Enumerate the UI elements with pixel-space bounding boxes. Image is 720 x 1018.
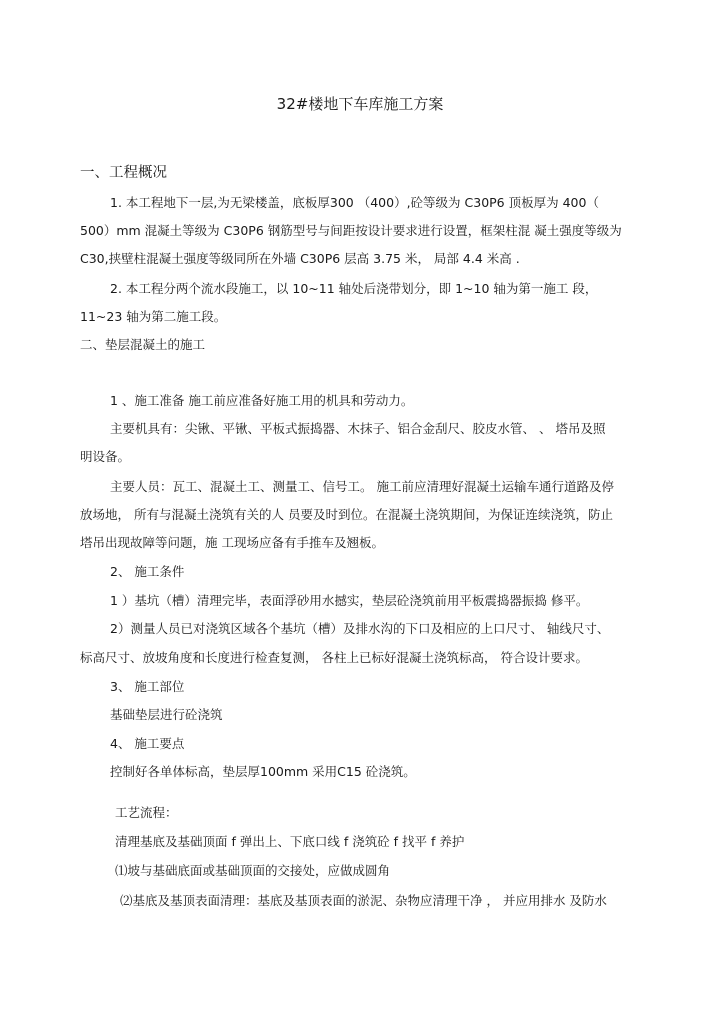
subsection-heading: 2、 施工条件 bbox=[110, 564, 185, 579]
paragraph-line: ⑵基底及基顶表面清理：基底及基顶表面的淤泥、杂物应清理干净 ， 并应用排水 及防水 bbox=[120, 893, 607, 908]
paragraph-line: 主要人员：瓦工、混凝土工、测量工、信号工。 施工前应清理好混凝土运输车通行道路及停 bbox=[110, 479, 614, 494]
subsection-heading: 3、 施工部位 bbox=[110, 679, 185, 694]
paragraph-line: 基础垫层进行砼浇筑 bbox=[110, 707, 223, 722]
paragraph-line: 2. 本工程分两个流水段施工，以 10~11 轴处后浇带划分，即 1~10 轴为第一施工 段， bbox=[110, 281, 598, 296]
paragraph-line: 主要机具有：尖锹、平锹、平板式振捣器、木抹子、铝合金刮尺、胶皮水管、 、 塔吊及照 bbox=[110, 421, 606, 436]
process-flow-heading: 工艺流程： bbox=[115, 805, 178, 820]
paragraph-line: 500）mm 混凝土等级为 C30P6 钢筋型号与间距按设计要求进行设置，框架柱混 凝土强度等级为 bbox=[80, 223, 622, 238]
paragraph-line: 2）测量人员已对浇筑区域各个基坑（槽）及排水沟的下口及相应的上口尺寸、 轴线尺寸、 bbox=[110, 621, 610, 636]
section-heading-overview: 一、工程概况 bbox=[80, 165, 167, 181]
paragraph-line: 11~23 轴为第二施工段。 bbox=[80, 309, 227, 324]
paragraph-line: 放场地， 所有与混凝土浇筑有关的人 员要及时到位。在混凝土浇筑期间，为保证连续浇筑，防止 bbox=[80, 507, 613, 522]
paragraph-line: 清理基底及基础顶面 f 弹出上、下底口线 f 浇筑砼 f 找平 f 养护 bbox=[115, 834, 465, 849]
paragraph-line: 塔吊出现故障等问题，施 工现场应备有手推车及翘板。 bbox=[80, 535, 384, 550]
paragraph-line: 1. 本工程地下一层,为无梁楼盖，底板厚300 （400）,砼等级为 C30P6 顶板厚为 400（ bbox=[110, 195, 599, 210]
subsection-heading: 4、 施工要点 bbox=[110, 736, 185, 751]
paragraph-line: C30,挟壁柱混凝土强度等级同所在外墙 C30P6 层高 3.75 米， 局部 4.4 米高 . bbox=[80, 251, 520, 266]
paragraph-line: 1 、施工准备 施工前应准备好施工用的机具和劳动力。 bbox=[110, 393, 414, 408]
paragraph-line: 1 ）基坑（槽）清理完毕，表面浮砂用水撼实，垫层砼浇筑前用平板震捣器振捣 修平。 bbox=[110, 593, 589, 608]
section-heading-cushion: 二、垫层混凝土的施工 bbox=[80, 337, 206, 352]
paragraph-line: 明设备。 bbox=[80, 449, 131, 464]
paragraph-line: 标高尺寸、放坡角度和长度进行检查复测， 各柱上已标好混凝土浇筑标高， 符合设计要求。 bbox=[80, 650, 588, 665]
paragraph-line: 控制好各单体标高，垫层厚100mm 采用C15 砼浇筑。 bbox=[110, 764, 416, 779]
paragraph-line: ⑴坡与基础底面或基础顶面的交接处，应做成圆角 bbox=[115, 863, 391, 878]
page-title: 32#楼地下车库施工方案 bbox=[276, 95, 444, 113]
